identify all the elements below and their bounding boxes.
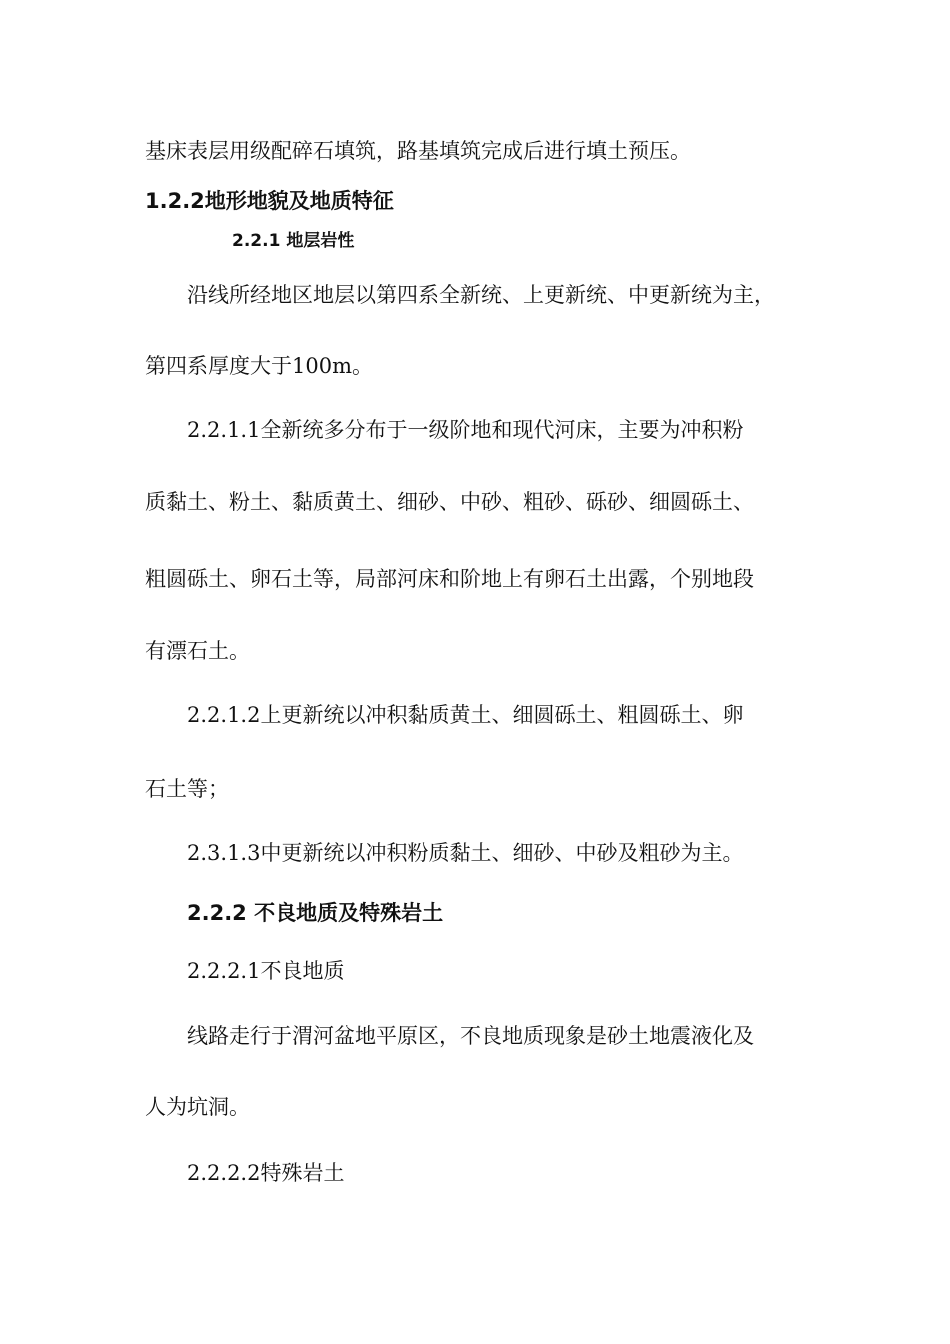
section-heading: 1.2.2地形地貌及地质特征 <box>145 189 394 213</box>
paragraph-line: 2.2.1.1全新统多分布于一级阶地和现代河床，主要为冲积粉 <box>187 418 744 442</box>
body-text-line: 基床表层用级配碎石填筑，路基填筑完成后进行填土预压。 <box>145 139 691 163</box>
paragraph-line: 2.2.1.2上更新统以冲积黏质黄土、细圆砾土、粗圆砾土、卵 <box>187 703 744 727</box>
paragraph-line: 有漂石土。 <box>145 639 250 663</box>
paragraph-line: 2.3.1.3中更新统以冲积粉质黏土、细砂、中砂及粗砂为主。 <box>187 841 744 865</box>
subsection-heading: 2.2.2.2特殊岩土 <box>187 1161 345 1185</box>
paragraph-line: 第四系厚度大于100m。 <box>145 354 373 378</box>
paragraph-line: 线路走行于渭河盆地平原区，不良地质现象是砂土地震液化及 <box>187 1024 754 1048</box>
paragraph-line: 沿线所经地区地层以第四系全新统、上更新统、中更新统为主， <box>187 283 775 307</box>
paragraph-line: 粗圆砾土、卵石土等，局部河床和阶地上有卵石土出露，个别地段 <box>145 567 754 591</box>
subsection-heading: 2.2.2.1不良地质 <box>187 959 345 983</box>
subsection-heading: 2.2.1 地层岩性 <box>232 231 355 251</box>
paragraph-line: 质黏土、粉土、黏质黄土、细砂、中砂、粗砂、砾砂、细圆砾土、 <box>145 490 754 514</box>
section-heading: 2.2.2 不良地质及特殊岩土 <box>187 901 444 925</box>
paragraph-line: 人为坑洞。 <box>145 1095 250 1119</box>
paragraph-line: 石土等； <box>145 777 229 801</box>
